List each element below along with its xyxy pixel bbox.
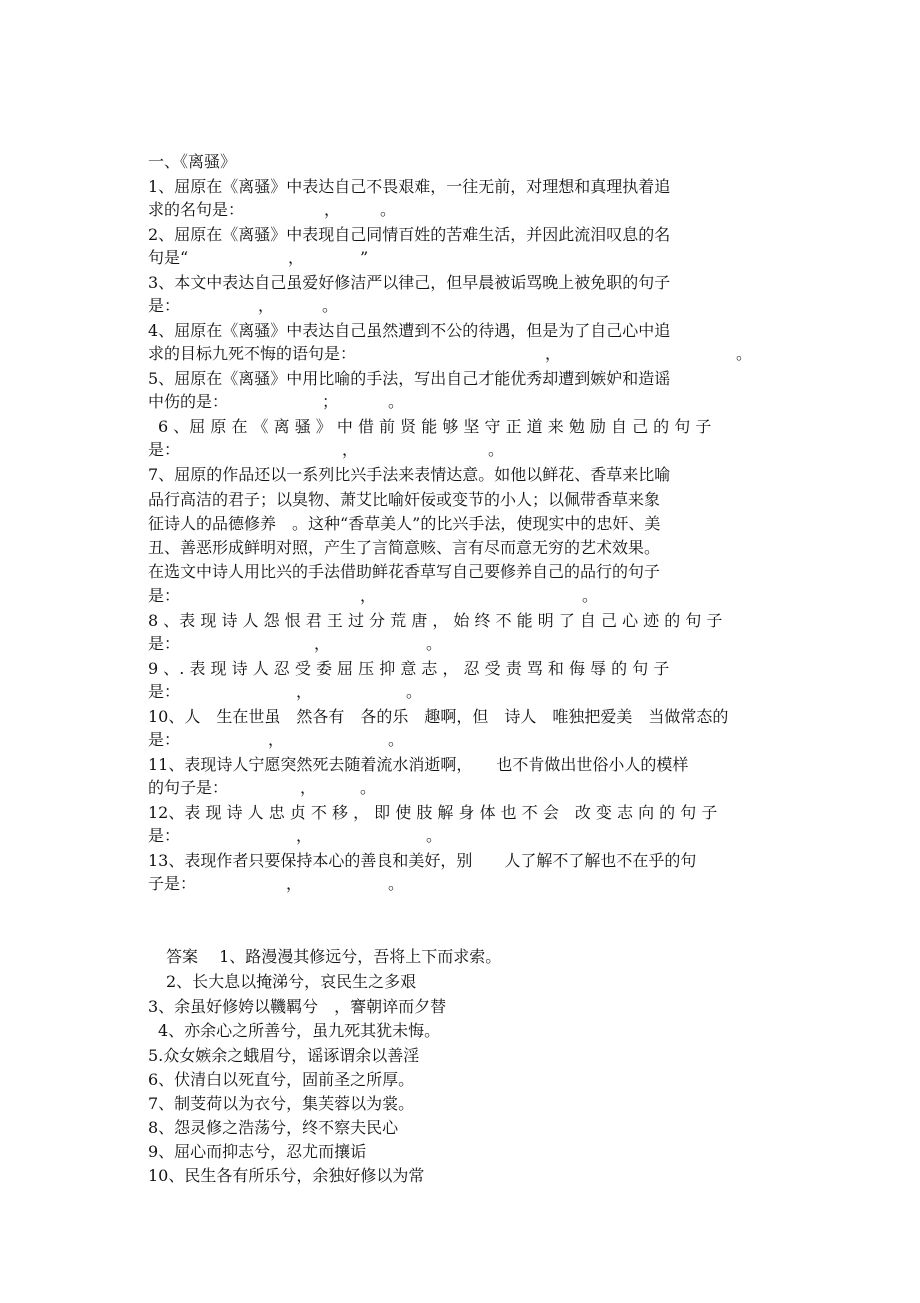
question-8-sep-2: 。 xyxy=(426,634,443,653)
answer-8: 8、怨灵修之浩荡兮，终不察夫民心 xyxy=(148,1118,399,1137)
question-8-line-1: 8 、表 现 诗 人 怨 恨 君 王 过 分 荒 唐 ， 始 终 不 能 明 了 自 己 心 迹 的 句 子 xyxy=(148,611,723,630)
question-2-line-1: 2、屈原在《离骚》中表现自己同情百姓的苦难生活，并因此流泪叹息的名 xyxy=(148,225,671,244)
question-8-sep-1: ， xyxy=(314,634,331,653)
question-10-sep-2: 。 xyxy=(388,730,405,749)
question-10-sep-1: ， xyxy=(268,730,285,749)
question-7-line-3: 征诗人的品德修养 。这种“香草美人”的比兴手法，使现实中的忠奸、美 xyxy=(148,514,661,533)
question-13-sep-1: ， xyxy=(286,874,303,893)
question-4-line-2: 求的目标九死不悔的语句是： xyxy=(148,344,357,363)
question-3-line-2: 是： xyxy=(148,296,181,315)
question-9-sep-1: ， xyxy=(296,682,313,701)
question-13-line-2: 子是： xyxy=(148,874,197,893)
question-12-line-1: 12、表 现 诗 人 忠 贞 不 移 ， 即 使 肢 解 身 体 也 不 会 改 变 志 向 的 句 子 xyxy=(148,803,718,822)
answer-9: 9、屈心而抑志兮，忍尤而攘诟 xyxy=(148,1142,367,1161)
question-1-sep-2: 。 xyxy=(380,200,397,219)
answer-5: 5.众女嫉余之蛾眉兮，谣诼谓余以善淫 xyxy=(148,1046,420,1065)
question-4-line-1: 4、屈原在《离骚》中表达自己虽然遭到不公的待遇，但是为了自己心中追 xyxy=(148,321,671,340)
question-11-line-2: 的句子是： xyxy=(148,778,229,797)
question-1-line-2: 求的名句是： xyxy=(148,200,245,219)
question-2-sep-2: ” xyxy=(360,248,369,267)
question-6-line-1: 6 、屈 原 在 《 离 骚 》 中 借 前 贤 能 够 坚 守 正 道 来 勉 励 自 己 的 句 子 xyxy=(158,417,712,436)
question-5-line-1: 5、屈原在《离骚》中用比喻的手法，写出自己才能优秀却遭到嫉妒和造谣 xyxy=(148,369,671,388)
answer-7: 7、制芰荷以为衣兮，集芙蓉以为裳。 xyxy=(148,1094,415,1113)
question-7-line-2: 品行高洁的君子；以臭物、萧艾比喻奸佞或变节的小人；以佩带香草来象 xyxy=(148,490,661,509)
section-title: 一、《离骚》 xyxy=(148,152,237,171)
question-7-sep-1: ， xyxy=(360,586,377,605)
question-12-sep-2: 。 xyxy=(426,826,443,845)
answer-6: 6、伏清白以死直兮，固前圣之所厚。 xyxy=(148,1070,415,1089)
question-7-line-5: 在选文中诗人用比兴的手法借助鲜花香草写自己要修养自己的品行的句子 xyxy=(148,562,661,581)
answers-label: 答案 xyxy=(166,947,199,966)
question-2-sep-1: ， xyxy=(288,248,305,267)
question-11-line-1: 11、表现诗人宁愿突然死去随着流水消逝啊， 也不肯做出世俗小人的模样 xyxy=(148,755,689,774)
question-11-sep-1: ， xyxy=(300,778,317,797)
question-10-line-1: 10、人 生在世虽 然各有 各的乐 趣啊，但 诗人 唯独把爱美 当做常态的 xyxy=(148,707,729,726)
question-13-line-1: 13、表现作者只要保持本心的善良和美好，别 人了解不了解也不在乎的句 xyxy=(148,851,697,870)
question-2-line-2: 句是“ xyxy=(148,248,189,267)
answer-4: 4、亦余心之所善兮，虽九死其犹未悔。 xyxy=(158,1021,441,1040)
question-4-sep-1: ， xyxy=(545,344,562,363)
question-9-sep-2: 。 xyxy=(406,682,423,701)
question-7-line-4: 丑、善恶形成鲜明对照，产生了言简意赅、言有尽而意无穷的艺术效果。 xyxy=(148,538,661,557)
question-3-sep-2: 。 xyxy=(322,296,339,315)
question-1-sep-1: ， xyxy=(324,200,341,219)
question-5-line-2: 中伤的是： xyxy=(148,392,229,411)
question-9-line-1: 9 、. 表 现 诗 人 忍 受 委 屈 压 抑 意 志 ， 忍 受 责 骂 和 侮 辱 的 句 子 xyxy=(148,659,670,678)
question-1-line-1: 1、屈原在《离骚》中表达自己不畏艰难，一往无前，对理想和真理执着追 xyxy=(148,177,671,196)
question-6-sep-1: ， xyxy=(342,440,359,459)
question-13-sep-2: 。 xyxy=(388,874,405,893)
question-11-sep-2: 。 xyxy=(360,778,377,797)
answer-3: 3、余虽好修姱以鞿羁兮 ，謇朝谇而夕替 xyxy=(148,997,447,1016)
question-7-line-1: 7、屈原的作品还以一系列比兴手法来表情达意。如他以鲜花、香草来比喻 xyxy=(148,465,671,484)
answer-10: 10、民生各有所乐兮，余独好修以为常 xyxy=(148,1166,425,1185)
answer-2: 2、长大息以掩涕兮，哀民生之多艰 xyxy=(166,972,417,991)
question-6-sep-2: 。 xyxy=(488,440,505,459)
question-6-line-2: 是： xyxy=(148,440,181,459)
question-3-sep-1: ， xyxy=(258,296,275,315)
question-10-line-2: 是： xyxy=(148,730,181,749)
question-5-sep-2: 。 xyxy=(388,392,405,411)
question-4-sep-2: 。 xyxy=(736,344,753,363)
question-8-line-2: 是： xyxy=(148,634,181,653)
question-3-line-1: 3、本文中表达自己虽爱好修洁严以律己，但早晨被诟骂晚上被免职的句子 xyxy=(148,273,671,292)
question-7-sep-2: 。 xyxy=(582,586,599,605)
question-12-sep-1: ， xyxy=(296,826,313,845)
question-12-line-2: 是： xyxy=(148,826,181,845)
question-9-line-2: 是： xyxy=(148,682,181,701)
question-5-sep-1: ； xyxy=(322,392,339,411)
answers-line-1: 答案 1、路漫漫其修远兮，吾将上下而求索。 xyxy=(166,947,502,966)
question-7-answer-line: 是： xyxy=(148,586,181,605)
